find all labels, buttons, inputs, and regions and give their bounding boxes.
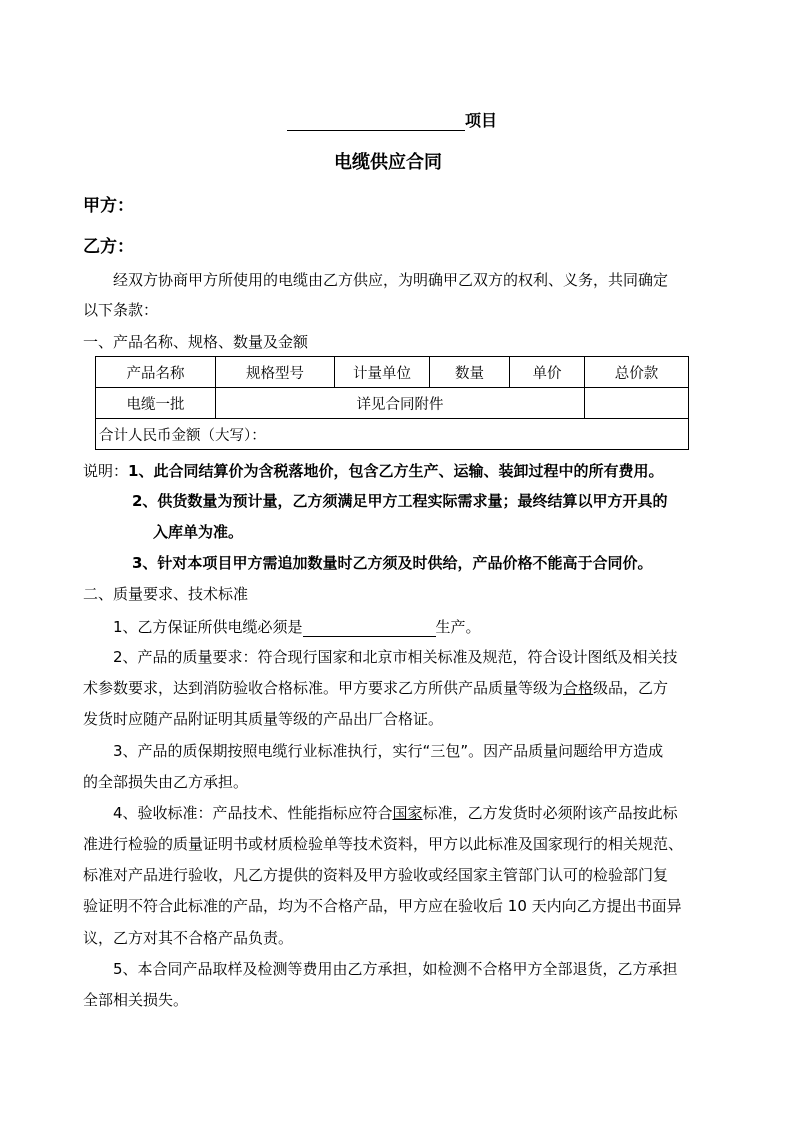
note-3: 3、针对本项目甲方需追加数量时乙方须及时供给，产品价格不能高于合同价。 [132, 554, 653, 572]
clause-5-line-1: 5、本合同产品取样及检测等费用由乙方承担，如检测不合格甲方全部退货，乙方承担 [113, 960, 678, 978]
clause-4-text-end: 标准，乙方发货时必须附该产品按此标 [422, 804, 678, 822]
clause-1 [113, 616, 481, 637]
table-header-cell: 规格型号 [216, 357, 335, 388]
note-2-line-1: 2、供货数量为预计量，乙方须满足甲方工程实际需求量；最终结算以甲方开具的 [132, 492, 668, 510]
note-2-line-2: 入库单为准。 [153, 523, 244, 541]
party-a-label: 甲方： [83, 196, 134, 216]
table-total-row [96, 419, 689, 450]
total-amount-cell: 合计人民币金额（大写）： [96, 419, 689, 450]
project-suffix: 项目 [465, 111, 498, 130]
table-header-cell: 产品名称 [96, 357, 216, 388]
product-detail-cell: 详见合同附件 [216, 388, 585, 419]
clause-2-line-1: 2、产品的质量要求：符合现行国家和北京市相关标准及规范，符合设计图纸及相关技 [113, 648, 678, 666]
project-name-blank[interactable] [287, 113, 465, 131]
clause-4-line-2: 准进行检验的质量证明书或材质检验单等技术资料，甲方以此标准及国家现行的相关规范、 [83, 835, 684, 853]
clause-4-line-5: 议，乙方对其不合格产品负责。 [83, 929, 294, 947]
table-header-cell: 计量单位 [335, 357, 430, 388]
table-header-cell: 单价 [510, 357, 585, 388]
note-1: 1、此合同结算价为含税落地价，包含乙方生产、运输、装卸过程中的所有费用。 [128, 462, 664, 480]
section-2-heading: 二、质量要求、技术标准 [83, 585, 249, 603]
clause-2-text: 术参数要求，达到消防验收合格标准。甲方要求乙方所供产品质量等级为 [83, 679, 564, 697]
clause-2-line-3: 发货时应随产品附证明其质量等级的产品出厂合格证。 [83, 710, 444, 728]
clause-4-line-3: 标准对产品进行验收，凡乙方提供的资料及甲方验收或经国家主管部门认可的检验部门复 [83, 866, 669, 884]
product-name-cell: 电缆一批 [96, 388, 216, 419]
notes-line-1 [83, 460, 663, 481]
clause-2-line-2 [83, 677, 668, 698]
clause-2-text-end: 级品，乙方 [593, 679, 669, 697]
table-header-cell: 数量 [430, 357, 510, 388]
clause-5-line-2: 全部相关损失。 [83, 991, 189, 1009]
total-price-cell[interactable] [585, 388, 689, 419]
project-title-line [287, 108, 497, 131]
clause-4-line-4: 验证明不符合此标准的产品，均为不合格产品，甲方应在验收后 10 天内向乙方提出书面异 [83, 897, 682, 915]
clause-4-line-1 [113, 802, 678, 823]
clause-4-text: 4、验收标准：产品技术、性能指标应符合 [113, 804, 393, 822]
clause-1-text: 1、乙方保证所供电缆必须是 [113, 618, 303, 636]
party-b-label: 乙方： [83, 237, 134, 257]
section-1-heading: 一、产品名称、规格、数量及金额 [83, 333, 309, 351]
product-table [95, 356, 689, 450]
table-header-cell: 总价款 [585, 357, 689, 388]
contract-title: 电缆供应合同 [334, 152, 442, 173]
notes-label: 说明： [83, 462, 129, 480]
manufacturer-blank[interactable] [303, 620, 436, 637]
standard-level: 国家 [392, 804, 423, 822]
intro-line-2: 以下条款： [83, 301, 159, 319]
table-row [96, 388, 689, 419]
clause-3-line-1: 3、产品的质保期按照电缆行业标准执行，实行“三包”。因产品质量问题给甲方造成 [113, 742, 664, 760]
clause-3-line-2: 的全部损失由乙方承担。 [83, 773, 249, 791]
intro-line-1: 经双方协商甲方所使用的电缆由乙方供应，为明确甲乙双方的权利、义务，共同确定 [113, 271, 669, 289]
table-header-row [96, 357, 689, 388]
quality-grade: 合格 [563, 679, 594, 697]
clause-1-end: 生产。 [435, 618, 481, 636]
